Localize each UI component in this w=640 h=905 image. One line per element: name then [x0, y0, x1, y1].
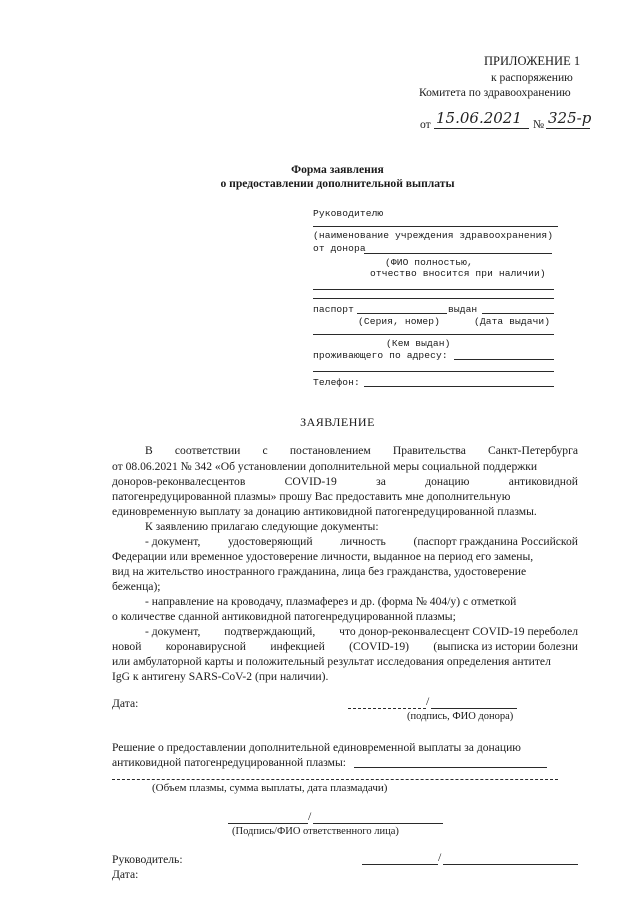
resp-slash: /: [308, 809, 312, 823]
issued-label: выдан: [448, 304, 478, 315]
doc1-line2: Федерации или временное удостоверение личности, выданное на период его замены,: [112, 550, 534, 563]
resp-hint: (Подпись/ФИО ответственного лица): [232, 826, 399, 837]
decision-line-2[interactable]: [112, 779, 558, 780]
doc3-line4: IgG к антигену SARS-CoV-2 (при наличии).: [112, 670, 329, 683]
form-title-line2: о предоставлении дополнительной выплаты: [220, 177, 455, 190]
head-name-line[interactable]: [443, 864, 578, 865]
donor-name-sign-line[interactable]: [431, 708, 517, 709]
donor-slash: /: [426, 694, 430, 708]
decision-line1: Решение о предоставлении дополнительной единовременной выплаты за донацию: [112, 741, 521, 754]
appendix-label: ПРИЛОЖЕНИЕ 1: [484, 54, 581, 68]
from-donor-label: от донора: [313, 243, 366, 254]
p1-line1: В соответствии с постановлением Правительства Санкт-Петербурга: [145, 444, 578, 457]
committee-label: Комитета по здравоохранению: [419, 86, 571, 99]
fio-hint-2: отчество вносится при наличии): [370, 268, 546, 279]
donor-name-line-2[interactable]: [313, 289, 554, 290]
attachments-intro: К заявлению прилагаю следующие документы:: [145, 520, 379, 533]
number-underline: [546, 128, 590, 129]
p1-line4: патогенредуцированной плазмы» прошу Вас предоставить мне дополнительную: [112, 490, 511, 503]
p1-line3: доноров-реконвалесцентов COVID-19 за донацию антиковидной: [112, 475, 578, 488]
order-date-handwritten: 15.06.2021: [436, 109, 522, 127]
institution-line[interactable]: [313, 226, 558, 227]
issue-date-line[interactable]: [482, 313, 554, 314]
donor-signature-hint: (подпись, ФИО донора): [407, 711, 514, 722]
issued-by-line[interactable]: [313, 334, 554, 335]
issued-by-hint: (Кем выдан): [386, 338, 451, 349]
head-label: Руководитель:: [112, 853, 183, 866]
donor-signature-line[interactable]: [348, 708, 426, 709]
donor-name-line-3[interactable]: [313, 298, 554, 299]
number-prefix: №: [533, 118, 545, 131]
head-slash: /: [438, 850, 442, 864]
issue-date-hint: (Дата выдачи): [474, 316, 551, 327]
doc1-line3: вид на жительство иностранного гражданина, лица без гражданства, удостоверение: [112, 565, 527, 578]
doc1-line1: - документ, удостоверяющий личность (паспорт гражданина Российской: [145, 535, 578, 548]
p1-line2: от 08.06.2021 № 342 «Об установлении дополнительной меры социальной поддержки: [112, 460, 538, 473]
donor-date-label: Дата:: [112, 697, 139, 710]
institution-hint: (наименование учреждения здравоохранения): [313, 230, 554, 241]
passport-number-line[interactable]: [357, 313, 447, 314]
order-number-handwritten: 325-р: [548, 109, 592, 127]
date-prefix: от: [420, 118, 431, 131]
plasma-hint: (Объем плазмы, сумма выплаты, дата плазмадачи): [152, 782, 388, 794]
doc3-line3: или амбулаторной карты и положительный результат исследования определения антител: [112, 655, 551, 668]
to-head-label: Руководителю: [313, 208, 384, 219]
resp-name-line[interactable]: [313, 823, 443, 824]
form-title-line1: Форма заявления: [291, 163, 384, 176]
doc2-line1: - направление на кроводачу, плазмаферез и др. (форма № 404/у) с отметкой: [145, 595, 517, 608]
p1-line5: единовременную выплату за донацию антиковидной патогенредуцированной плазмы.: [112, 505, 537, 518]
address-label: проживающего по адресу:: [313, 350, 448, 361]
phone-label: Телефон:: [313, 377, 360, 388]
doc3-line1: - документ, подтверждающий, что донор-реконвалесцент COVID-19 переболел: [145, 625, 578, 638]
head-signature-line[interactable]: [362, 864, 438, 865]
decision-line[interactable]: [354, 767, 547, 768]
head-date-label: Дата:: [112, 868, 139, 881]
decision-line2: антиковидной патогенредуцированной плазмы:: [112, 756, 347, 769]
series-hint: (Серия, номер): [358, 316, 441, 327]
doc3-line2: новой коронавирусной инфекцией (COVID-19) (выписка из истории болезни: [112, 640, 578, 653]
order-label: к распоряжению: [491, 71, 573, 84]
statement-title: ЗАЯВЛЕНИЕ: [300, 415, 375, 429]
phone-line[interactable]: [364, 386, 554, 387]
date-underline: [434, 128, 529, 129]
donor-name-line[interactable]: [364, 253, 552, 254]
doc2-line2: о количестве сданной антиковидной патогенредуцированной плазмы;: [112, 610, 456, 623]
address-line[interactable]: [454, 359, 554, 360]
address-line-2[interactable]: [313, 371, 554, 372]
resp-signature-line[interactable]: [228, 823, 308, 824]
passport-label: паспорт: [313, 304, 355, 315]
doc1-line4: беженца);: [112, 580, 161, 593]
fio-hint-1: (ФИО полностью,: [385, 257, 473, 268]
